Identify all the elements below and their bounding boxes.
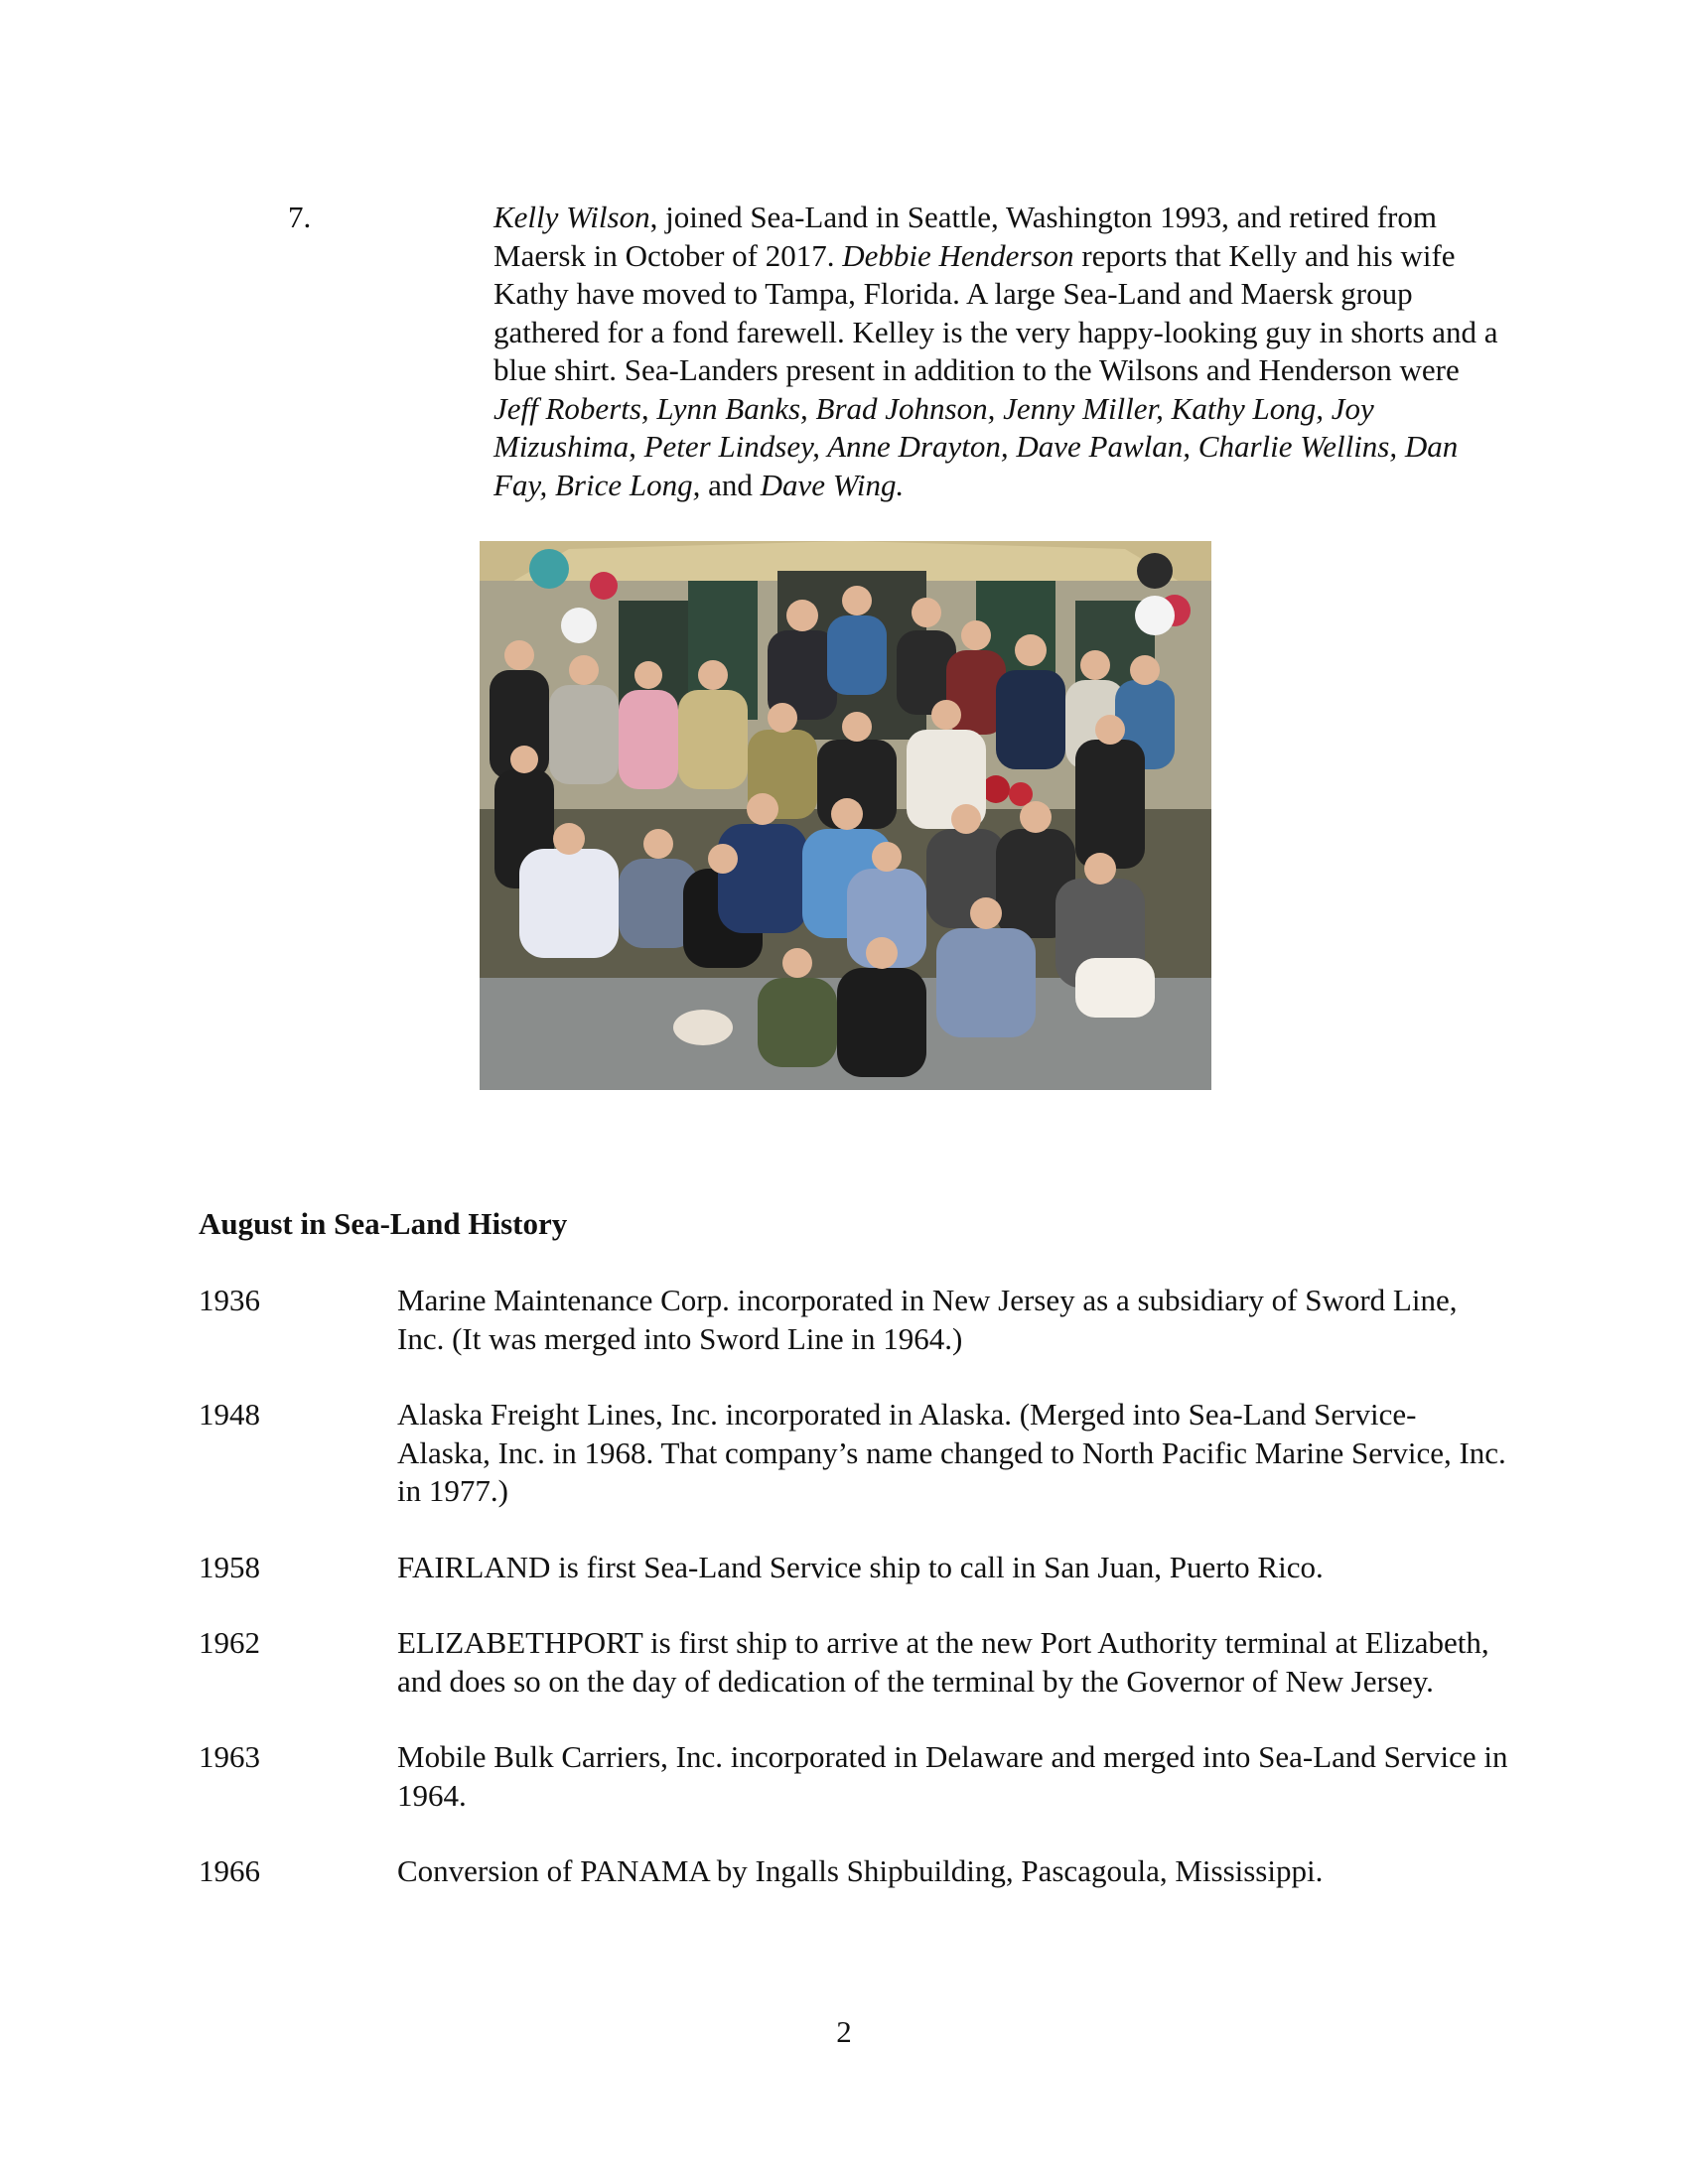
page-number: 2 xyxy=(836,2014,852,2049)
item7-paragraph xyxy=(493,199,1506,504)
item7-text xyxy=(493,199,1506,504)
group-photo xyxy=(480,541,1211,1090)
history-text: Conversion of PANAMA by Ingalls Shipbuilding, Pascagoula, Mississippi. xyxy=(397,1853,1324,1888)
history-year: 1966 xyxy=(199,1853,260,1888)
history-entry xyxy=(199,1738,1509,1815)
history-entry xyxy=(199,1396,1509,1511)
name-debbie-henderson: Debbie Henderson xyxy=(842,237,1074,273)
history-entry xyxy=(199,1852,1509,1891)
history-entry xyxy=(199,1624,1509,1701)
history-text: ELIZABETHPORT is first ship to arrive at the new Port Authority terminal at Elizabeth, and does so on the day of dedication of the terminal by the Governor of New Jersey. xyxy=(397,1625,1489,1699)
history-year: 1936 xyxy=(199,1283,260,1317)
name-dave-wing: Dave Wing. xyxy=(760,467,905,502)
group-photo-illustration xyxy=(480,541,1211,1090)
history-list xyxy=(199,1282,1509,1929)
history-text: Mobile Bulk Carriers, Inc. incorporated in Delaware and merged into Sea-Land Service in 1964. xyxy=(397,1739,1508,1813)
history-entry xyxy=(199,1549,1509,1587)
history-entry xyxy=(199,1282,1509,1358)
history-year: 1962 xyxy=(199,1625,260,1660)
name-kelly-wilson: Kelly Wilson xyxy=(493,200,650,234)
item7-segment: reports that Kelly and his wife Kathy have moved to Tampa, Florida. A large Sea-Land and Maersk group gathered for a fond farewell. Kelley is the very happy-looking guy in shorts and a blue shirt. Sea-Landers present in addition to the Wilsons and Henderson were xyxy=(493,237,1498,387)
history-year: 1958 xyxy=(199,1549,260,1584)
history-text: Alaska Freight Lines, Inc. incorporated in Alaska. (Merged into Sea-Land Service-Alaska, Inc. in 1968. That company’s name changed to North Pacific Marine Service, Inc. in 1977.) xyxy=(397,1397,1506,1508)
history-text: Marine Maintenance Corp. incorporated in New Jersey as a subsidiary of Sword Line, Inc. (It was merged into Sword Line in 1964.) xyxy=(397,1283,1458,1356)
history-heading: August in Sea-Land History xyxy=(199,1206,568,1241)
item7-segment: and xyxy=(700,467,761,502)
names-attendees: Jeff Roberts, Lynn Banks, Brad Johnson, Jenny Miller, Kathy Long, Joy Mizushima, Peter Lindsey, Anne Drayton, Dave Pawlan, Charlie Wellins, Dan Fay, Brice Long, xyxy=(493,390,1459,502)
history-year: 1963 xyxy=(199,1739,260,1774)
item-number: 7. xyxy=(288,200,312,234)
history-text: FAIRLAND is first Sea-Land Service ship to call in San Juan, Puerto Rico. xyxy=(397,1549,1324,1584)
history-year: 1948 xyxy=(199,1397,260,1432)
item7-segment: , joined Sea-Land in Seattle, Washington 1993, and retired from Maersk in October of 2017. xyxy=(493,200,1437,273)
